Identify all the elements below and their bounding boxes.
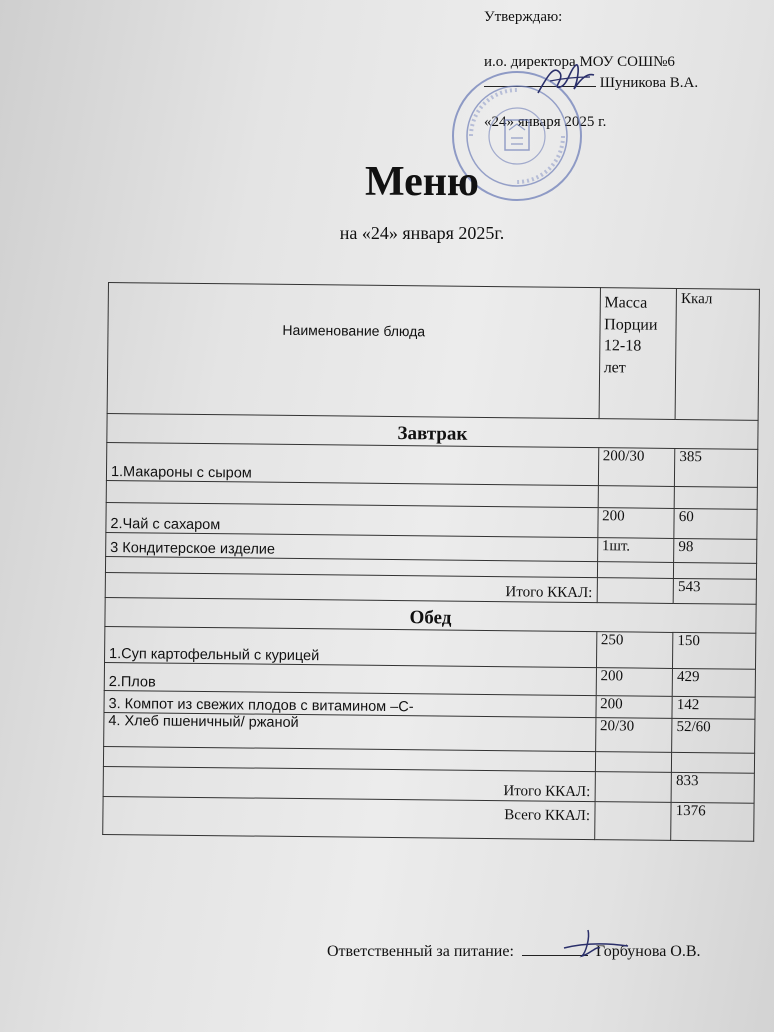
dish-kcal: 98 bbox=[674, 538, 757, 563]
dish-kcal: 142 bbox=[672, 696, 755, 719]
dish-name: 1.Макароны с сыром bbox=[106, 442, 598, 485]
approval-position: и.о. директора МОУ СОШ№6 bbox=[484, 54, 675, 70]
page-subtitle: на «24» января 2025г. bbox=[339, 223, 505, 243]
dish-kcal: 60 bbox=[674, 508, 757, 539]
grand-total-row bbox=[103, 796, 754, 841]
total-value: 833 bbox=[671, 772, 754, 803]
approval-signer: Шуникова В.А. bbox=[599, 75, 699, 91]
total-mass bbox=[597, 578, 674, 604]
dish-mass: 250 bbox=[596, 632, 673, 669]
dish-kcal: 150 bbox=[673, 632, 756, 669]
dish-name: 2.Плов bbox=[104, 662, 596, 695]
header-mass: Масса Порции 12-18 лет bbox=[599, 288, 677, 420]
table-header-row bbox=[107, 283, 759, 421]
dish-name: 3 Кондитерское изделие bbox=[106, 532, 598, 561]
footer-responsible bbox=[327, 943, 701, 961]
dish-mass: 20/30 bbox=[595, 718, 672, 753]
approval-date: «24» января 2025 г. bbox=[484, 114, 607, 130]
dish-kcal: 52/60 bbox=[672, 718, 755, 753]
menu-table bbox=[102, 282, 760, 842]
grand-total-label: Всего ККАЛ: bbox=[103, 796, 595, 839]
dish-name: 3. Компот из свежих плодов с витамином –С- bbox=[104, 690, 596, 717]
dish-mass: 1шт. bbox=[597, 538, 674, 563]
total-mass bbox=[595, 772, 672, 803]
dish-kcal bbox=[674, 562, 757, 579]
total-value: 543 bbox=[673, 578, 756, 604]
dish-mass bbox=[595, 752, 672, 773]
header-kcal: Ккал bbox=[675, 288, 759, 420]
table-row bbox=[105, 626, 756, 669]
dish-kcal bbox=[672, 752, 755, 773]
dish-mass: 200 bbox=[596, 668, 673, 697]
director-signature-icon bbox=[530, 55, 600, 105]
responsible-signature-icon bbox=[560, 926, 632, 960]
total-label: Итого ККАЛ: bbox=[103, 766, 595, 801]
header-dish-name: Наименование блюда bbox=[107, 283, 600, 419]
total-label: Итого ККАЛ: bbox=[105, 572, 597, 602]
dish-mass bbox=[597, 562, 674, 579]
approval-heading: Утверждаю: bbox=[484, 9, 563, 25]
page-title: Меню bbox=[364, 159, 480, 205]
dish-kcal: 385 bbox=[675, 448, 758, 487]
grand-total-value: 1376 bbox=[671, 802, 754, 841]
footer-label: Ответственный за питание: bbox=[327, 943, 514, 960]
dish-kcal: 429 bbox=[672, 668, 755, 697]
grand-total-mass bbox=[594, 802, 671, 841]
section-title: Завтрак bbox=[107, 413, 758, 449]
dish-name: 1.Суп картофельный с курицей bbox=[105, 626, 597, 667]
dish-mass bbox=[598, 486, 675, 509]
dish-name: 2.Чай с сахаром bbox=[106, 502, 598, 537]
table-row bbox=[106, 442, 757, 487]
footer-name: Горбунова О.В. bbox=[595, 943, 701, 960]
dish-mass: 200/30 bbox=[598, 448, 675, 487]
section-title: Обед bbox=[105, 597, 756, 633]
dish-name: 4. Хлеб пшеничный/ ржаной bbox=[104, 712, 596, 751]
dish-mass: 200 bbox=[596, 696, 673, 719]
dish-kcal bbox=[674, 486, 757, 509]
dish-mass: 200 bbox=[597, 508, 674, 539]
